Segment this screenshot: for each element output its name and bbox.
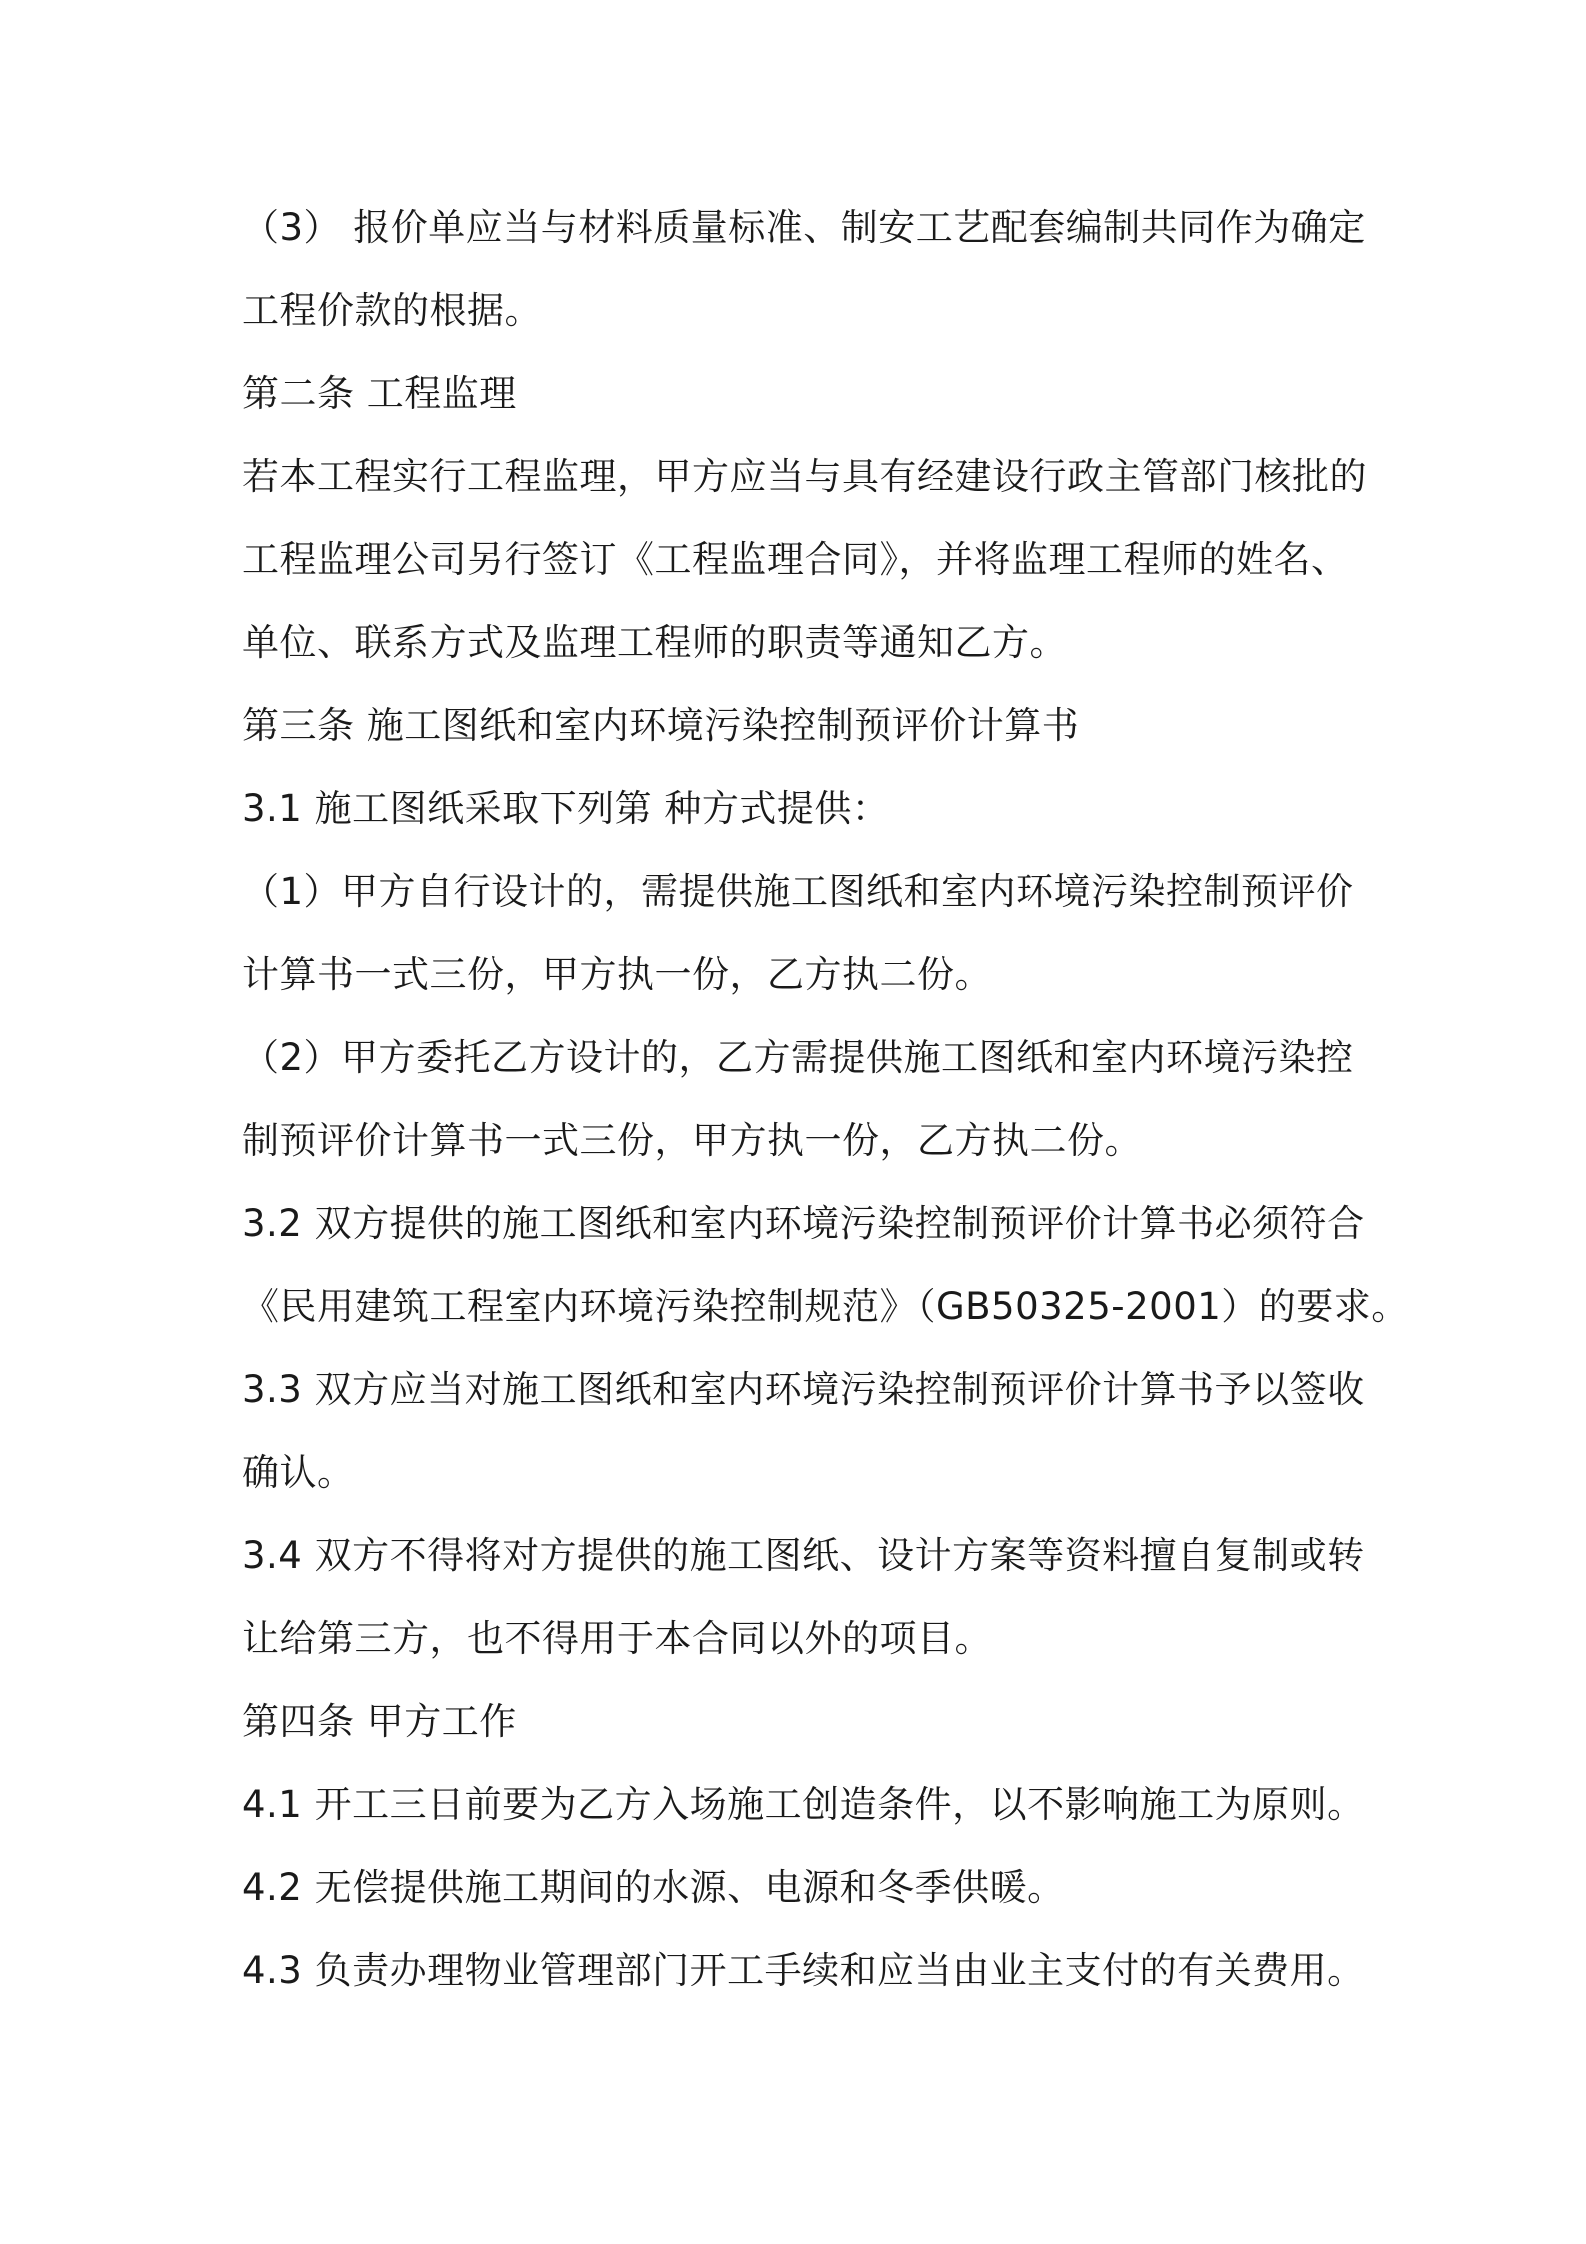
article-3-heading: 第三条 施工图纸和室内环境污染控制预评价计算书 <box>242 704 1080 747</box>
clause-3-item-3-line-2: 工程价款的根据。 <box>242 289 542 332</box>
clause-3-1-item-2-line-1: （2）甲方委托乙方设计的，乙方需提供施工图纸和室内环境污染控 <box>242 1036 1354 1079</box>
article-4-heading: 第四条 甲方工作 <box>242 1700 517 1743</box>
clause-4-2: 4.2 无偿提供施工期间的水源、电源和冬季供暖。 <box>242 1866 1065 1909</box>
clause-3-2-line-1: 3.2 双方提供的施工图纸和室内环境污染控制预评价计算书必须符合 <box>242 1202 1365 1245</box>
clause-3-1: 3.1 施工图纸采取下列第 种方式提供： <box>242 787 890 830</box>
clause-3-4-line-2: 让给第三方，也不得用于本合同以外的项目。 <box>242 1617 992 1660</box>
article-2-text-line-3: 单位、联系方式及监理工程师的职责等通知乙方。 <box>242 621 1067 664</box>
clause-3-1-item-1-line-2: 计算书一式三份，甲方执一份，乙方执二份。 <box>242 953 992 996</box>
article-2-text-line-1: 若本工程实行工程监理，甲方应当与具有经建设行政主管部门核批的 <box>242 455 1367 498</box>
article-2-heading: 第二条 工程监理 <box>242 372 517 415</box>
article-2-text-line-2: 工程监理公司另行签订《工程监理合同》，并将监理工程师的姓名、 <box>242 538 1349 581</box>
clause-3-3-line-2: 确认。 <box>242 1451 355 1494</box>
clause-3-1-item-2-line-2: 制预评价计算书一式三份，甲方执一份，乙方执二份。 <box>242 1119 1142 1162</box>
clause-3-1-item-1-line-1: （1）甲方自行设计的，需提供施工图纸和室内环境污染控制预评价 <box>242 870 1354 913</box>
clause-3-4-line-1: 3.4 双方不得将对方提供的施工图纸、设计方案等资料擅自复制或转 <box>242 1534 1365 1577</box>
clause-4-1: 4.1 开工三日前要为乙方入场施工创造条件，以不影响施工为原则。 <box>242 1783 1365 1826</box>
clause-3-item-3-line-1: （3） 报价单应当与材料质量标准、制安工艺配套编制共同作为确定 <box>242 206 1366 249</box>
clause-4-3: 4.3 负责办理物业管理部门开工手续和应当由业主支付的有关费用。 <box>242 1949 1365 1992</box>
clause-3-2-line-2: 《民用建筑工程室内环境污染控制规范》（GB50325-2001）的要求。 <box>242 1285 1409 1328</box>
clause-3-3-line-1: 3.3 双方应当对施工图纸和室内环境污染控制预评价计算书予以签收 <box>242 1368 1365 1411</box>
